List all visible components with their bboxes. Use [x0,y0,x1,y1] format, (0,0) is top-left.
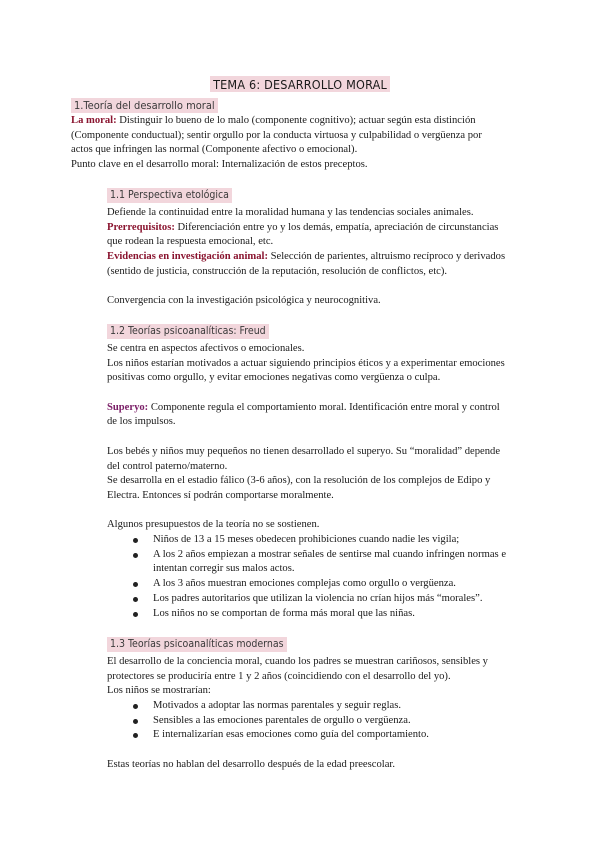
list-item-text: Motivados a adoptar las normas parentales y seguir reglas. [153,700,401,711]
text-line [107,265,505,280]
list-item [131,548,506,577]
text-line [71,129,482,144]
text-line [107,684,488,699]
line-text: Convergencia con la investigación psicológica y neurocognitiva. [107,295,381,307]
bullet-icon [133,553,138,558]
text-line [107,342,505,357]
line-text: protectores se produciría entre 1 y 2 años (coincidiendo con el desarrollo del yo). [107,670,451,682]
text-line [107,670,488,685]
bullet-icon [133,719,138,724]
text-line [107,655,488,670]
list-item-text: A los 3 años muestran emociones complejas como orgullo o vergüenza. [153,578,456,590]
text-line [107,206,505,221]
text-line [107,357,505,372]
list-item [131,607,506,622]
list-item-text: E internalizarían esas emociones como guía del comportamiento. [153,729,429,741]
line-text: de los impulsos. [107,416,176,428]
section-1-1-heading: 1.1 Perspectiva etológica [107,188,232,203]
list-item-text: Los niños no se comportan de forma más moral que las niñas. [153,607,415,619]
line-text: Diferenciación entre yo y los demás, empatía, apreciación de circunstancias [174,221,499,233]
bullet-icon [133,538,138,543]
section-1-heading: 1.Teoría del desarrollo moral [71,98,218,113]
bullet-icon [133,597,138,602]
line-text: Los niños se mostrarían: [107,685,211,697]
bullet-icon [133,612,138,617]
text-line [107,294,505,309]
line-text: que rodean la respuesta emocional, etc. [107,236,274,248]
section-1-body [71,114,482,173]
list-item [131,577,506,592]
bold-term: Prerrequisitos: [107,221,175,233]
text-line [107,401,505,416]
list-item [131,728,429,743]
text-line [107,279,505,294]
list-item [131,714,429,729]
section-1-3-heading: 1.3 Teorías psicoanalíticas modernas [107,637,287,652]
list-item [131,699,429,714]
line-text: del control paterno/materno. [107,460,228,472]
list-item-text: A los 2 años empiezan a mostrar señales de sentirse mal cuando infringen normas e [153,548,507,560]
line-text: Defiende la continuidad entre la moralidad humana y las tendencias sociales animales. [107,207,474,218]
line-text: (sentido de justicia, construcción de la reputación, resolución de conflictos, etc). [107,265,448,277]
text-line [107,474,505,489]
bullet-icon [133,704,138,709]
page-title: TEMA 6: DESARROLLO MORAL [210,76,390,92]
section-1-1-body [107,206,505,309]
text-line [107,489,505,504]
list-item-text: Niños de 13 a 15 meses obedecen prohibiciones cuando nadie les vigila; [153,534,460,545]
line-text: Se desarrolla en el estadio fálico (3-6 años), con la resolución de los complejos de Edipo y [107,475,491,487]
line-text: Los niños estarían motivados a actuar siguiendo principios éticos y a experimentar emociones [107,357,505,369]
text-line [107,504,505,519]
line-text: Se centra en aspectos afectivos o emocionales. [107,343,305,354]
line-text: Los bebés y niños muy pequeños no tienen desarrollado el superyo. Su “moralidad” depende [107,445,501,457]
section-1-2-bullets [131,533,506,621]
line-text: Punto clave en el desarrollo moral: Internalización de estos preceptos. [71,159,368,171]
text-line [71,143,482,158]
list-item-text: intentan corregir sus malos actos. [153,563,295,575]
section-1-3-bullets [131,699,429,743]
bullet-icon [133,582,138,587]
text-line [107,386,505,401]
bold-term: Superyo: [107,401,149,413]
bullet-icon [133,733,138,738]
text-line [107,235,505,250]
section-1-2-body [107,342,505,533]
closing-line: Estas teorías no hablan del desarrollo después de la edad preescolar. [107,759,395,770]
text-line [107,250,505,265]
text-line [107,415,505,430]
section-1-2-heading: 1.2 Teorías psicoanalíticas: Freud [107,324,269,339]
list-item-text: Sensibles a las emociones parentales de orgullo o vergüenza. [153,714,411,726]
title-wrap [0,76,600,94]
text-line [71,114,482,129]
line-text: (Componente conductual); sentir orgullo por la conducta virtuosa y culpabilidad o vergüenza por [71,129,482,141]
section-1-3-body [107,655,488,699]
line-text: actos que infringen las normal (Componente afectivo o emocional). [71,144,358,156]
line-text: positivas como orgullo, y evitar emociones negativas como vergüenza o culpa. [107,372,441,384]
list-item-text: Los padres autoritarios que utilizan la violencia no crían hijos más “morales”. [153,592,483,604]
text-line [107,430,505,445]
section-1-3-closing [107,758,395,773]
list-item [131,533,506,548]
list-item [131,592,506,607]
line-text: Distinguir lo bueno de lo malo (componente cognitivo); actuar según esta distinción [116,115,476,126]
line-text: Selección de parientes, altruismo recíproco y derivados [267,251,506,263]
bold-term: La moral: [71,115,117,126]
line-text: Electra. Entonces sí podrán comportarse moralmente. [107,489,334,501]
text-line [107,221,505,236]
line-text: Componente regula el comportamiento moral. Identificación entre moral y control [148,401,500,413]
line-text: El desarrollo de la conciencia moral, cuando los padres se muestran cariñosos, sensibles y [107,656,488,667]
text-line [71,158,482,173]
text-line [107,371,505,386]
text-line [107,518,505,533]
line-text: Algunos presupuestos de la teoría no se sostienen. [107,519,320,531]
bold-term: Evidencias en investigación animal: [107,251,268,263]
text-line [107,445,505,460]
text-line [107,460,505,475]
